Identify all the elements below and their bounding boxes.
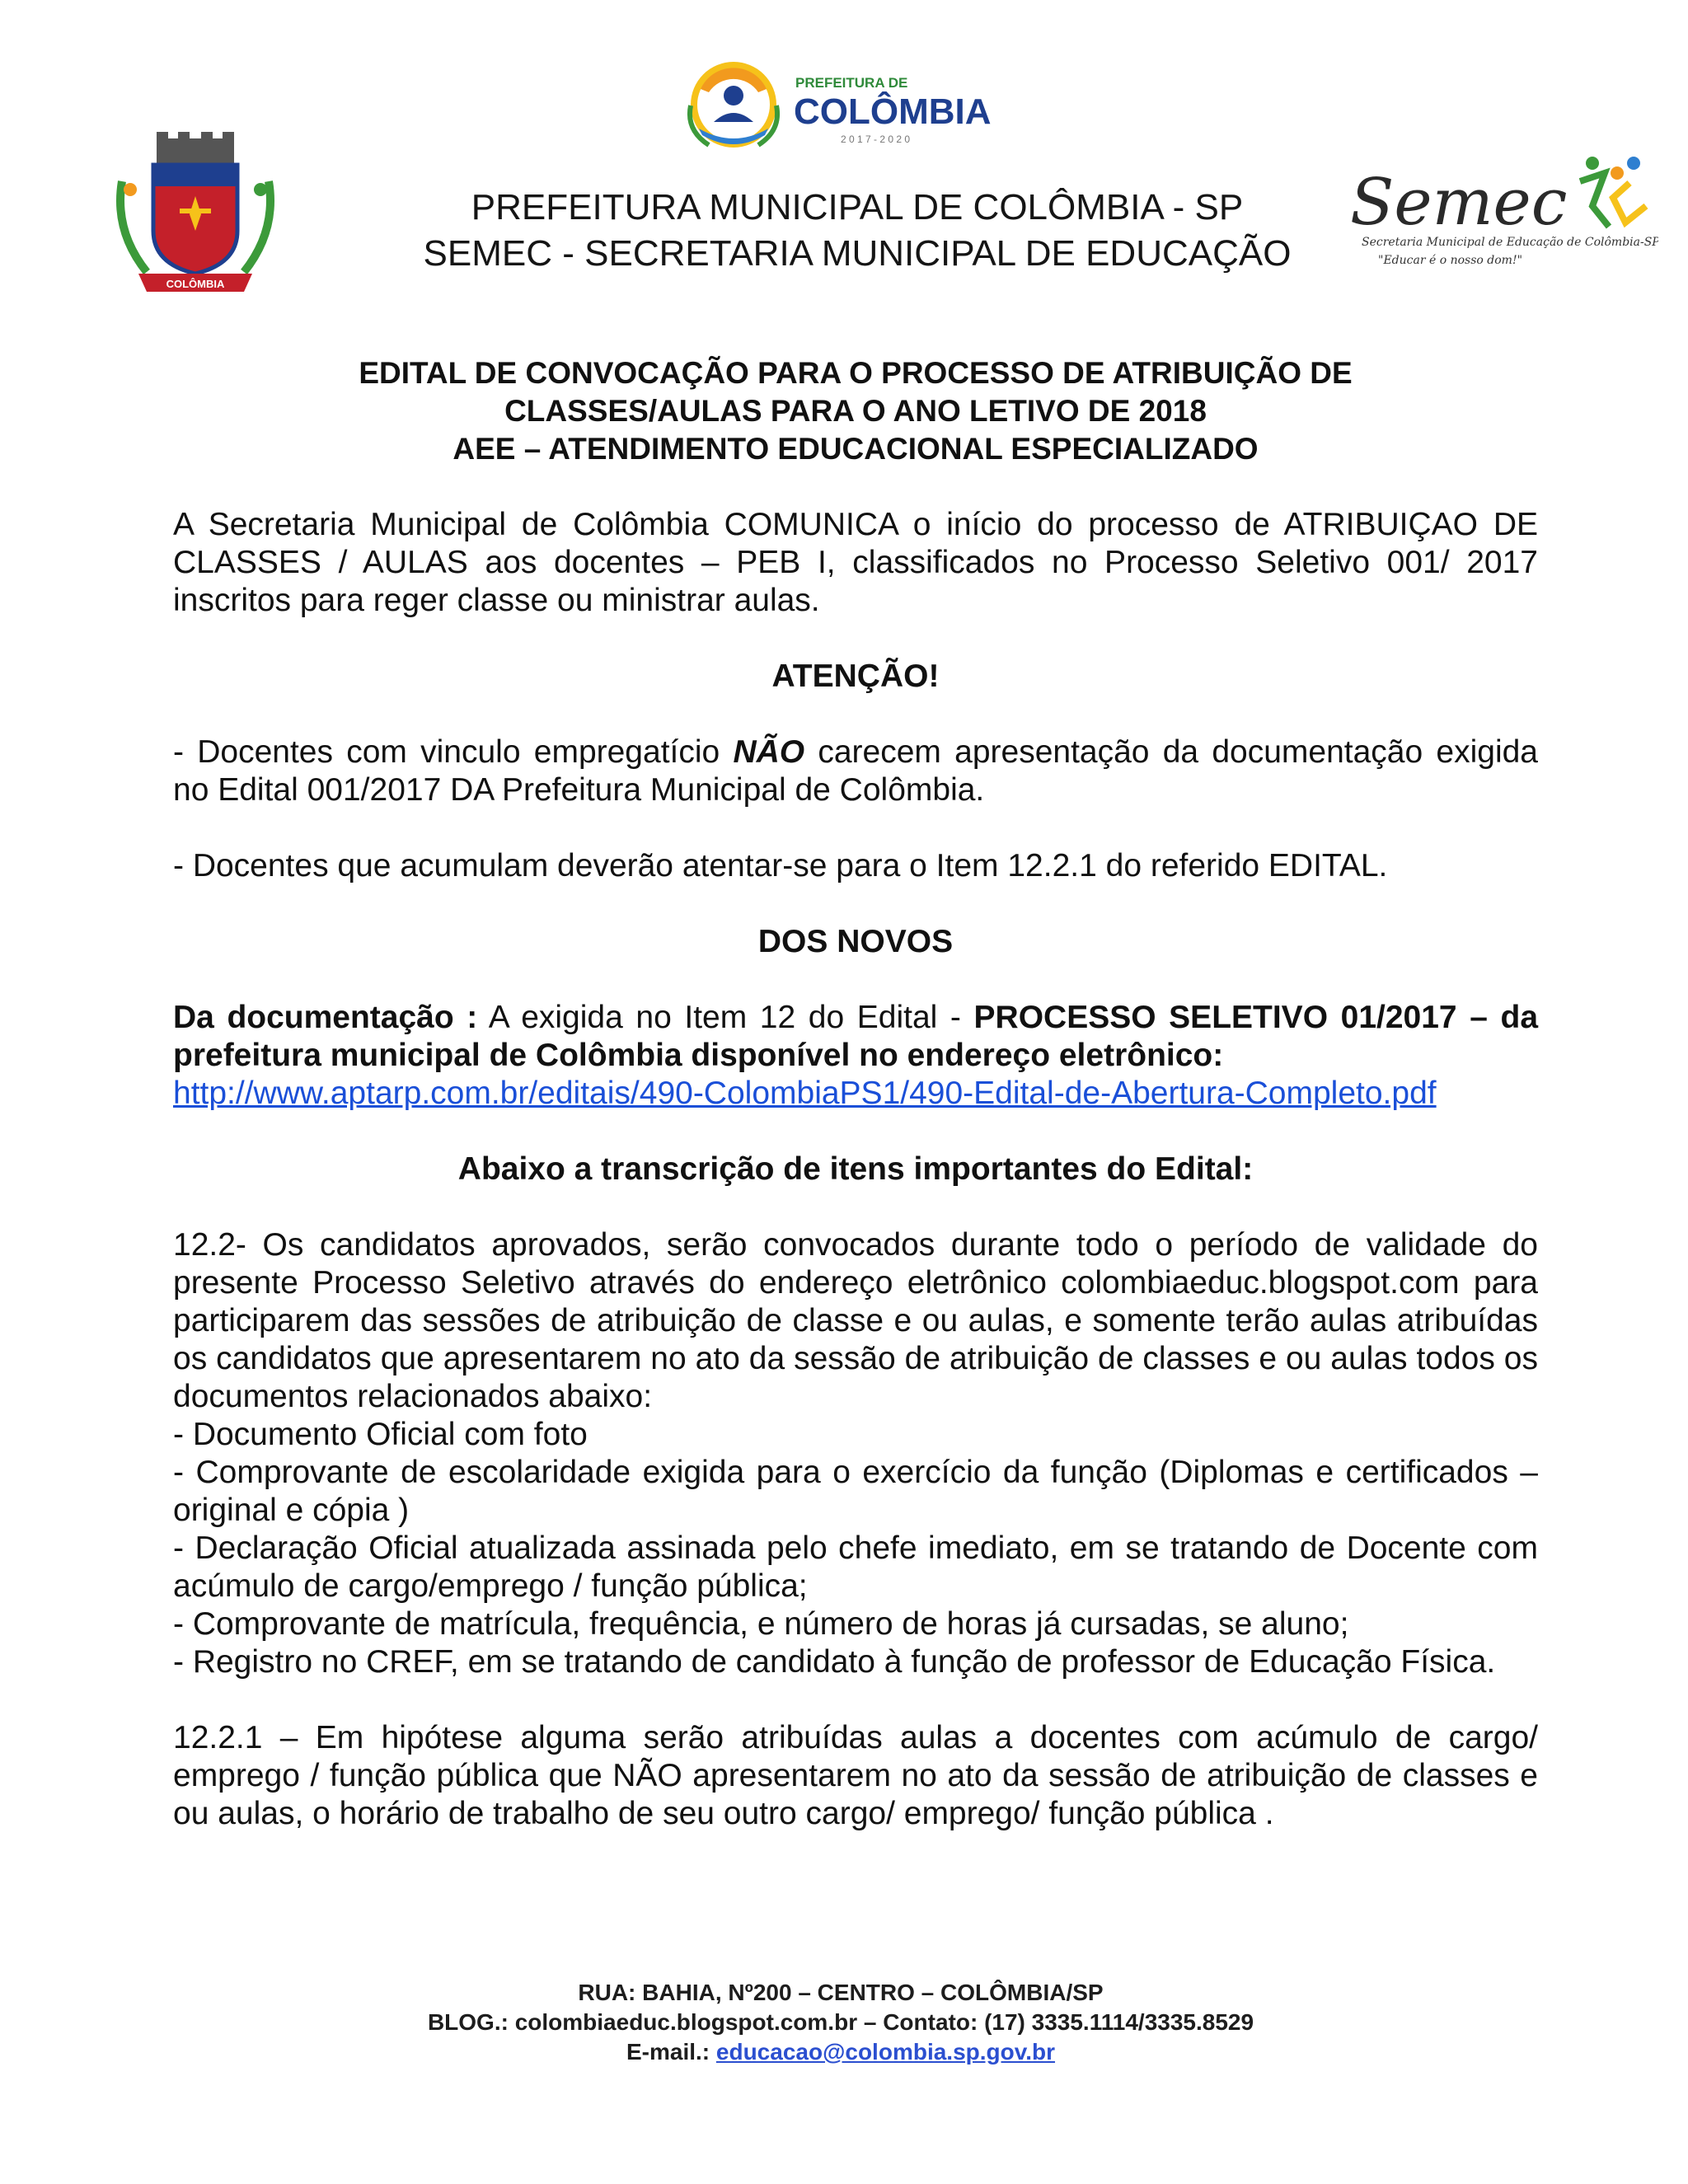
transcription-heading: Abaixo a transcrição de itens importantes do Edital: xyxy=(457,1151,1254,1187)
svg-text:COLÔMBIA: COLÔMBIA xyxy=(166,278,225,290)
coat-of-arms-icon xyxy=(106,132,285,297)
attention-item-1-end: carecem apresentação da documentação exigida no Edital 001/2017 DA Prefeitura Municipal de Colômbia. xyxy=(173,734,1538,808)
semec-logo xyxy=(1345,148,1658,293)
documentation-paragraph xyxy=(173,999,1538,1113)
footer-contact: BLOG.: colombiaeduc.blogspot.com.br – Contato: (17) 3335.1114/3335.8529 xyxy=(427,2009,1254,2035)
documents-list-item: - Comprovante de escolaridade exigida para o exercício da função (Diplomas e certificados – original e cópia ) xyxy=(173,1455,1538,1528)
footer-email-label: E-mail.: xyxy=(626,2039,716,2064)
svg-text:Semec: Semec xyxy=(1350,166,1568,240)
edital-link[interactable]: http://www.aptarp.com.br/editais/490-ColombiaPS1/490-Edital-de-Abertura-Completo.pdf xyxy=(173,1076,1437,1111)
document-body xyxy=(173,354,1538,1833)
header-line-1: PREFEITURA MUNICIPAL DE COLÔMBIA - SP xyxy=(471,187,1244,227)
prefeitura-logo-icon xyxy=(684,56,1055,153)
attention-heading: ATENÇÃO! xyxy=(771,658,940,694)
semec-logo-icon xyxy=(1345,148,1658,293)
svg-text:COLÔMBIA: COLÔMBIA xyxy=(794,91,992,132)
header-line-2: SEMEC - SECRETARIA MUNICIPAL DE EDUCAÇÃO xyxy=(423,233,1292,274)
attention-item-2: - Docentes que acumulam deverão atentar-se para o Item 12.2.1 do referido EDITAL. xyxy=(173,848,1388,883)
title-line-3: AEE – ATENDIMENTO EDUCACIONAL ESPECIALIZADO xyxy=(452,432,1259,466)
novos-heading: DOS NOVOS xyxy=(757,924,954,959)
attention-item-1-emphasis: NÃO xyxy=(733,734,805,770)
intro-paragraph: A Secretaria Municipal de Colômbia COMUNICA o início do processo de ATRIBUIÇAO DE CLASSES / AULAS aos docentes – PEB I, classificados no Processo Seletivo 001/ 2017 inscritos para reger classe ou ministrar aulas. xyxy=(173,507,1538,618)
prefeitura-logo xyxy=(684,56,1055,153)
svg-text:2 0 1 7 - 2 0 2 0: 2 0 1 7 - 2 0 2 0 xyxy=(841,134,911,145)
documents-list-item: - Declaração Oficial atualizada assinada pelo chefe imediato, em se tratando de Docente com acúmulo de cargo/emprego / função pública; xyxy=(173,1530,1538,1604)
svg-text:"Educar é o nosso dom!": "Educar é o nosso dom!" xyxy=(1378,254,1523,267)
documentation-label: Da documentação : xyxy=(173,1000,478,1035)
documents-list-item: - Documento Oficial com foto xyxy=(173,1417,588,1452)
attention-item-1-start: - Docentes com vinculo empregatício xyxy=(173,734,734,770)
svg-text:PREFEITURA DE: PREFEITURA DE xyxy=(795,75,908,91)
item-12-2-1-paragraph: 12.2.1 – Em hipótese alguma serão atribuídas aulas a docentes com acúmulo de cargo/ emprego / função pública que NÃO apresentarem no ato da sessão de atribuição de classes e ou aulas, o horário de trabalho de seu outro cargo/ emprego/ função pública . xyxy=(173,1720,1538,1831)
attention-item-1 xyxy=(173,733,1538,809)
item-12-2-paragraph: 12.2- Os candidatos aprovados, serão convocados durante todo o período de validade do presente Processo Seletivo através do endereço eletrônico colombiaeduc.blogspot.com para participarem das sessões de atribuição de classe e ou aulas, e somente terão aulas atribuídas os candidatos que apresentarem no ato da sessão de atribuição de classes e ou aulas todos os documentos relacionados abaixo: xyxy=(173,1227,1538,1414)
title-line-1: EDITAL DE CONVOCAÇÃO PARA O PROCESSO DE ATRIBUIÇÃO DE xyxy=(359,356,1353,390)
title-line-2: CLASSES/AULAS PARA O ANO LETIVO DE 2018 xyxy=(504,394,1207,428)
municipal-crest xyxy=(106,132,285,297)
document-title xyxy=(173,354,1538,468)
documents-list-item: - Registro no CREF, em se tratando de candidato à função de professor de Educação Física. xyxy=(173,1644,1496,1680)
svg-text:Secretaria Municipal de Educaç: Secretaria Municipal de Educação de Colômbia-SP xyxy=(1362,236,1658,249)
footer-address: RUA: BAHIA, Nº200 – CENTRO – COLÔMBIA/SP xyxy=(578,1980,1104,2005)
page-footer xyxy=(346,1978,1335,2067)
footer-email-link[interactable]: educacao@colombia.sp.gov.br xyxy=(715,2039,1056,2064)
documents-list-item: - Comprovante de matrícula, frequência, e número de horas já cursadas, se aluno; xyxy=(173,1606,1349,1642)
documentation-text: A exigida no Item 12 do Edital - xyxy=(477,1000,974,1035)
documentation-bold-text: PROCESSO SELETIVO 01/2017 – da prefeitura municipal de Colômbia disponível no endereço eletrônico: xyxy=(173,1000,1539,1073)
header-titles xyxy=(330,185,1385,277)
footer-email-line xyxy=(346,2037,1335,2067)
